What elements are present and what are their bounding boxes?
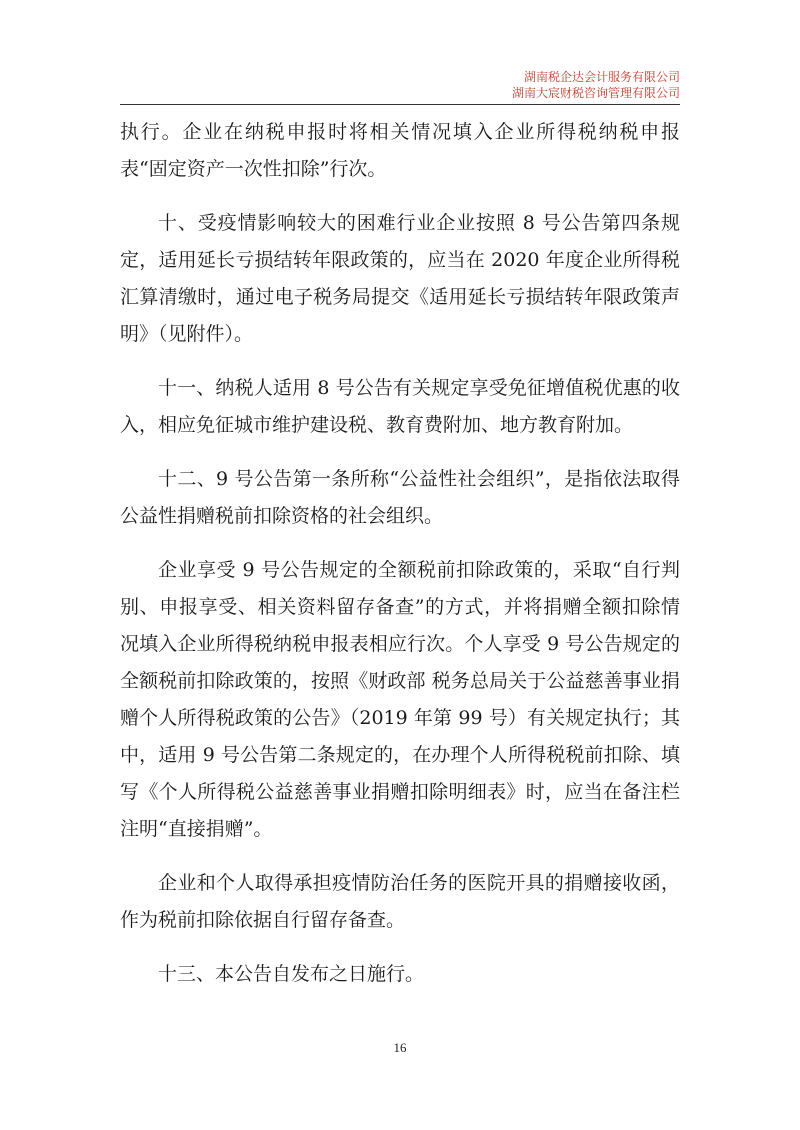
paragraph-item-10: 十、受疫情影响较大的困难行业企业按照 8 号公告第四条规定，适用延长亏损结转年限政策的，应当在 2020 年度企业所得税汇算清缴时，通过电子税务局提交《适用延长亏损结转年限政策声明》（见附件）。 bbox=[120, 212, 680, 345]
paragraph-item-12: 十二、9 号公告第一条所称“公益性社会组织”，是指依法取得公益性捐赠税前扣除资格的社会组织。 bbox=[120, 468, 680, 527]
paragraph-item-11: 十一、纳税人适用 8 号公告有关规定享受免征增值税优惠的收入，相应免征城市维护建设税、教育费附加、地方教育附加。 bbox=[120, 377, 680, 436]
paragraph-item-12-receipt: 企业和个人取得承担疫情防治任务的医院开具的捐赠接收函，作为税前扣除依据自行留存备查。 bbox=[120, 872, 680, 931]
paragraph-item-12-detail: 企业享受 9 号公告规定的全额税前扣除政策的，采取“自行判别、申报享受、相关资料留存备查”的方式，并将捐赠全额扣除情况填入企业所得税纳税申报表相应行次。个人享受 9 号公告规定的全额税前扣除政策的，按照《财政部 税务总局关于公益慈善事业捐赠个人所得税政策的公告》（2019 年第 99 号）有关规定执行；其中，适用 9 号公告第二条规定的，在办理个人所得税税前扣除、填写《个人所得税公益慈善事业捐赠扣除明细表》时，应当在备注栏注明“直接捐赠”。 bbox=[120, 559, 680, 840]
page-header bbox=[512, 69, 680, 101]
header-divider bbox=[120, 104, 680, 105]
page-number: 16 bbox=[393, 1040, 407, 1055]
header-company-1: 湖南税企达会计服务有限公司 bbox=[523, 70, 680, 84]
paragraph-continuation: 执行。企业在纳税申报时将相关情况填入企业所得税纳税申报表“固定资产一次性扣除”行次。 bbox=[120, 121, 680, 180]
header-company-2: 湖南大宸财税咨询管理有限公司 bbox=[511, 86, 680, 100]
paragraph-item-13: 十三、本公告自发布之日施行。 bbox=[158, 963, 425, 985]
document-body bbox=[120, 114, 680, 1010]
